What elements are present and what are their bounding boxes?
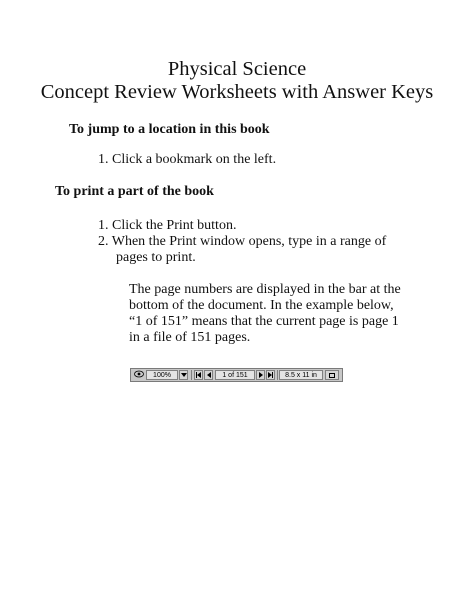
note-line-3: “1 of 151” means that the current page is page 1 bbox=[129, 314, 399, 329]
last-page-icon bbox=[272, 372, 273, 378]
dropdown-arrow-icon bbox=[181, 373, 187, 377]
note-line-4: in a file of 151 pages. bbox=[129, 330, 251, 345]
jump-heading: To jump to a location in this book bbox=[69, 122, 270, 137]
example-status-bar bbox=[130, 368, 343, 382]
print-heading: To print a part of the book bbox=[55, 184, 214, 199]
previous-page-icon bbox=[207, 372, 211, 378]
jump-step-1: 1. Click a bookmark on the left. bbox=[98, 152, 277, 167]
print-step-1: 1. Click the Print button. bbox=[98, 218, 237, 233]
page-layout-icon bbox=[329, 373, 335, 378]
first-page-arrow-icon bbox=[197, 372, 201, 378]
status-bar-divider bbox=[277, 370, 278, 380]
zoom-level: 100% bbox=[146, 370, 178, 380]
zoom-dropdown-button bbox=[179, 370, 188, 380]
page-indicator: 1 of 151 bbox=[215, 370, 255, 380]
next-page-button bbox=[256, 370, 265, 380]
status-bar-divider bbox=[191, 370, 192, 380]
last-page-button bbox=[266, 370, 275, 380]
page-layout-button bbox=[325, 370, 339, 380]
first-page-button bbox=[194, 370, 203, 380]
eye-icon-graphic bbox=[134, 370, 144, 378]
document-subtitle: Concept Review Worksheets with Answer Keys bbox=[40, 81, 434, 103]
next-page-icon bbox=[259, 372, 263, 378]
previous-page-button bbox=[204, 370, 213, 380]
document-title: Physical Science bbox=[167, 58, 307, 80]
note-line-2: bottom of the document. In the example below, bbox=[129, 298, 394, 313]
page-size: 8.5 x 11 in bbox=[279, 370, 323, 380]
eye-icon bbox=[133, 370, 145, 380]
print-step-2-continued: pages to print. bbox=[116, 250, 196, 265]
note-line-1: The page numbers are displayed in the bar at the bbox=[129, 282, 401, 297]
print-step-2: 2. When the Print window opens, type in a range of bbox=[98, 234, 387, 249]
